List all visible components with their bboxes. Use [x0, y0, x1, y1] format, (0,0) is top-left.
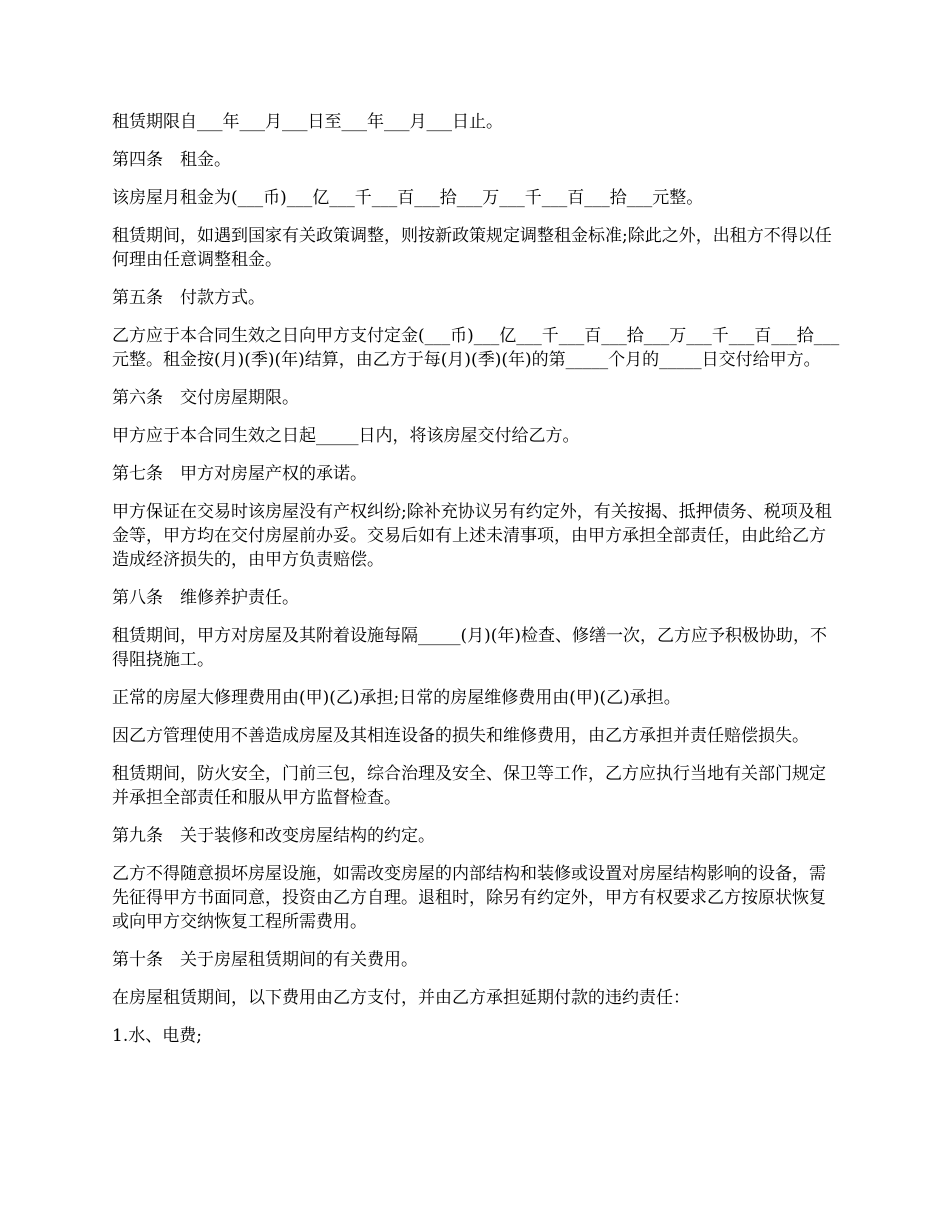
safety-clause: 租赁期间，防火安全，门前三包，综合治理及安全、保卫等工作，乙方应执行当地有关部门规定并承担全部责任和服从甲方监督检查。: [112, 764, 826, 808]
article-6-heading: 第六条 交付房屋期限。: [112, 388, 299, 408]
article-7-heading: 第七条 甲方对房屋产权的承诺。: [112, 464, 367, 484]
article-10-heading: 第十条 关于房屋租赁期间的有关费用。: [112, 950, 418, 970]
article-8-heading: 第八条 维修养护责任。: [112, 588, 299, 608]
article-5-heading: 第五条 付款方式。: [112, 288, 265, 308]
monthly-rent-clause: 该房屋月租金为(___币)___亿___千___百___拾___万___千___百___拾___元整。: [112, 188, 704, 208]
fee-item-1: 1.水、电费;: [112, 1026, 202, 1046]
article-4-heading: 第四条 租金。: [112, 150, 231, 170]
inspection-clause: 租赁期间，甲方对房屋及其附着设施每隔_____(月)(年)检查、修缮一次，乙方应予积极协助，不得阻挠施工。: [112, 626, 828, 670]
rent-adjustment-clause: 租赁期间，如遇到国家有关政策调整，则按新政策规定调整租金标准;除此之外，出租方不得以任何理由任意调整租金。: [112, 226, 832, 270]
property-rights-clause: 甲方保证在交易时该房屋没有产权纠纷;除补充协议另有约定外，有关按揭、抵押债务、税项及租金等，甲方均在交付房屋前办妥。交易后如有上述未清事项，由甲方承担全部责任，由此给乙方造成经济损失的，由甲方负责赔偿。: [112, 502, 832, 570]
payment-method-clause: 乙方应于本合同生效之日向甲方支付定金(___币)___亿___千___百___拾___万___千___百___拾___元整。租金按(月)(季)(年)结算，由乙方于每(月)(季)(年)的第_____个月的_____日交付给甲方。: [112, 326, 840, 370]
lease-term-clause: 租赁期限自___年___月___日至___年___月___日止。: [112, 112, 503, 132]
damage-liability-clause: 因乙方管理使用不善造成房屋及其相连设备的损失和维修费用，由乙方承担并责任赔偿损失。: [112, 726, 809, 746]
fees-intro-clause: 在房屋租赁期间，以下费用由乙方支付，并由乙方承担延期付款的违约责任：: [112, 988, 690, 1008]
article-9-heading: 第九条 关于装修和改变房屋结构的约定。: [112, 826, 435, 846]
delivery-deadline-clause: 甲方应于本合同生效之日起_____日内，将该房屋交付给乙方。: [112, 426, 580, 446]
repair-cost-clause: 正常的房屋大修理费用由(甲)(乙)承担;日常的房屋维修费用由(甲)(乙)承担。: [112, 688, 681, 708]
renovation-clause: 乙方不得随意损坏房屋设施，如需改变房屋的内部结构和装修或设置对房屋结构影响的设备，需先征得甲方书面同意，投资由乙方自理。退租时，除另有约定外，甲方有权要求乙方按原状恢复或向甲方交纳恢复工程所需费用。: [112, 864, 826, 932]
document-page: [112, 110, 840, 1062]
